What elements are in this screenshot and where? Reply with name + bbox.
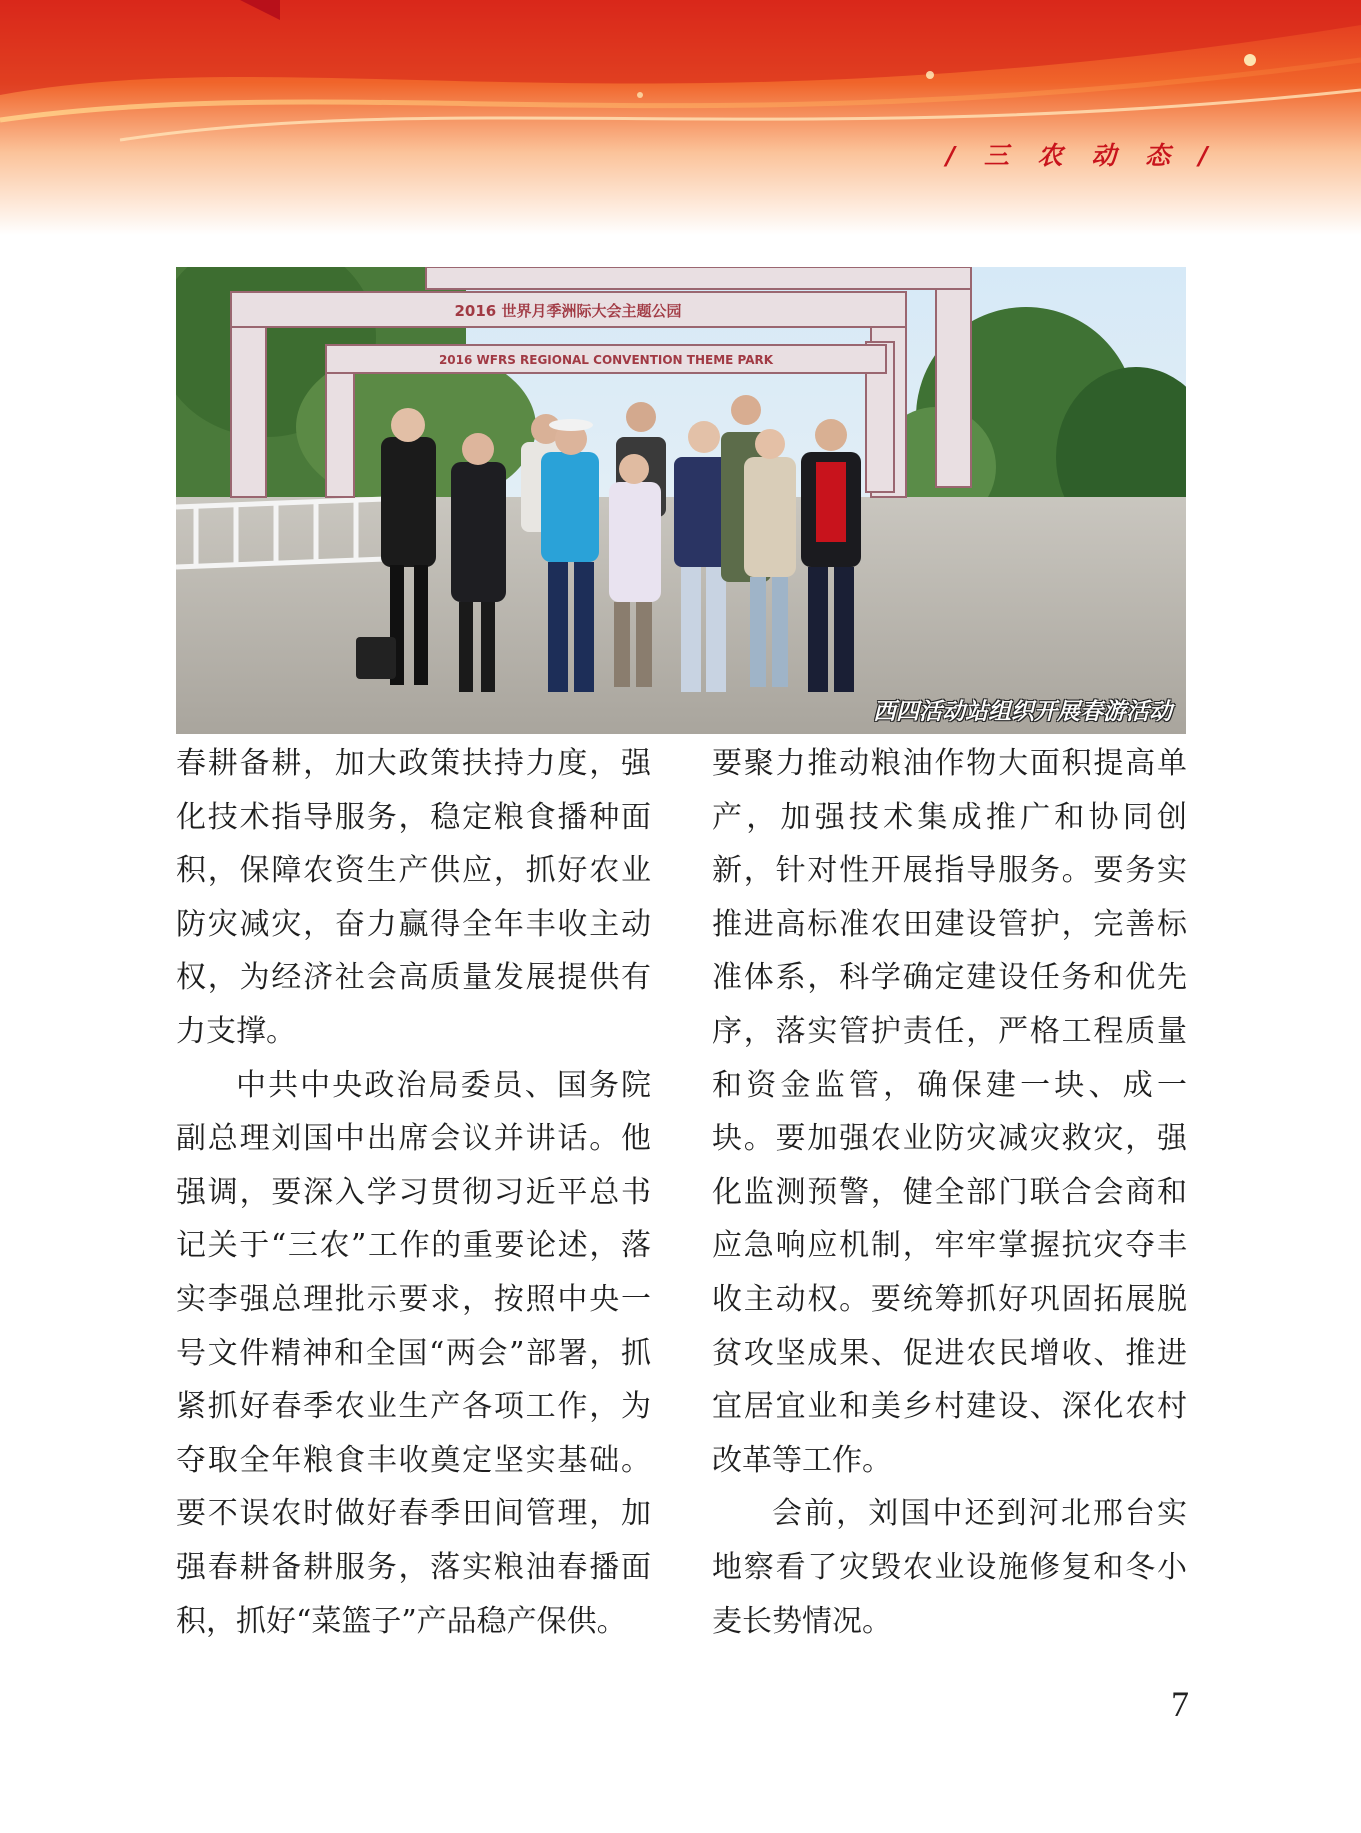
article-left-column (176, 737, 651, 1648)
arch-text-top: 2016 世界月季洲际大会主题公园 (454, 302, 682, 320)
section-tag: / 三 农 动 态 / (946, 141, 1218, 170)
paragraph: 春耕备耕，加大政策扶持力度，强化技术指导服务，稳定粮食播种面积，保障农资生产供应，抓好农业防灾减灾，奋力赢得全年丰收主动权，为经济社会高质量发展提供有力支撑。 (176, 746, 651, 1049)
page-number: 7 (1171, 1684, 1189, 1724)
paragraph: 会前，刘国中还到河北邢台实地察看了灾毁农业设施修复和冬小麦长势情况。 (712, 1496, 1187, 1639)
paragraph: 要聚力推动粮油作物大面积提高单产，加强技术集成推广和协同创新，针对性开展指导服务。要务实推进高标准农田建设管护，完善标准体系，科学确定建设任务和优先序，落实管护责任，严格工程质量和资金监管，确保建一块、成一块。要加强农业防灾减灾救灾，强化监测预警，健全部门联合会商和应急响应机制，牢牢掌握抗灾夺丰收主动权。要统筹抓好巩固拓展脱贫攻坚成果、促进农民增收、推进宜居宜业和美乡村建设、深化农村改革等工作。 (712, 746, 1187, 1478)
paragraph: 中共中央政治局委员、国务院副总理刘国中出席会议并讲话。他强调，要深入学习贯彻习近平总书记关于“三农”工作的重要论述，落实李强总理批示要求，按照中央一号文件精神和全国“两会”部署，抓紧抓好春季农业生产各项工作，为夺取全年粮食丰收奠定坚实基础。要不误农时做好春季田间管理，加强春耕备耕服务，落实粮油春播面积，抓好“菜篮子”产品稳产保供。 (176, 1067, 651, 1639)
group-photo (176, 267, 1186, 734)
arch-text-bottom: 2016 WFRS REGIONAL CONVENTION THEME PARK (438, 353, 774, 367)
photo-caption: 西四活动站组织开展春游活动 (873, 699, 1172, 725)
header-banner (0, 0, 1361, 235)
article-right-column (712, 737, 1187, 1648)
